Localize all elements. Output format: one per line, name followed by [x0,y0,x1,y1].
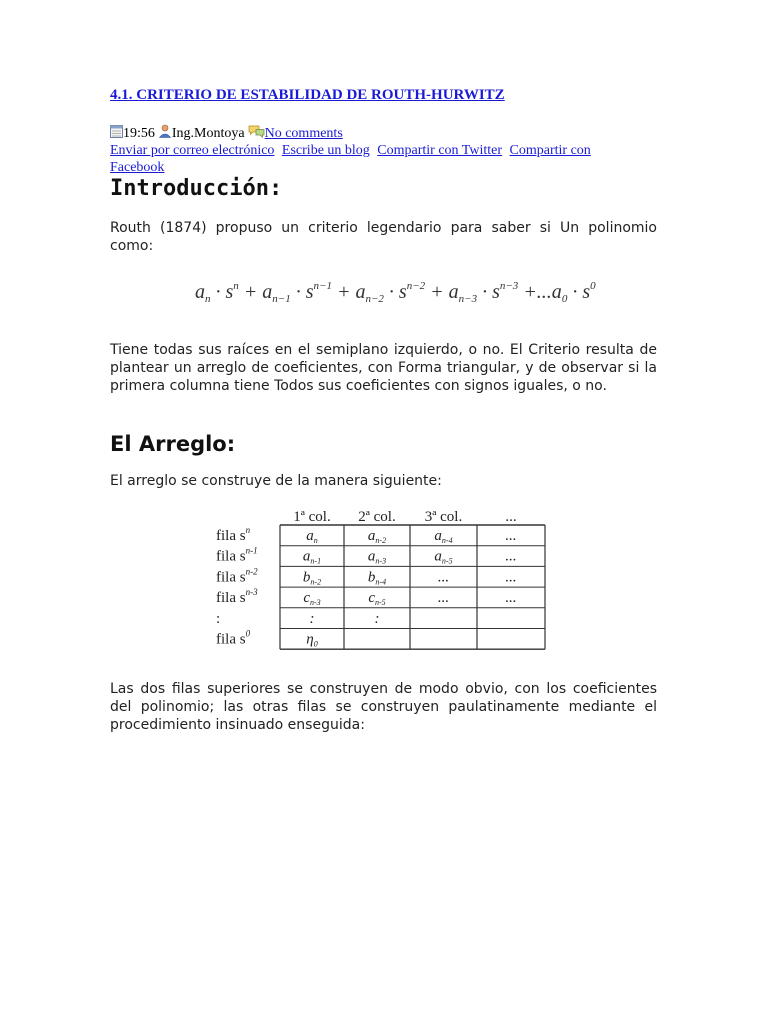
row-label: fila $s^{n-3}$ [216,587,258,607]
table-cell: $a_n$ [306,528,318,545]
routh-array-table [214,505,549,655]
table-cell: $a_{n-4}$ [434,528,453,545]
table-header: 3ª col. [424,509,463,525]
table-cell: : [309,610,315,627]
share-facebook-link[interactable]: Compartir con Facebook [110,143,591,175]
arreglo-paragraph-2: Las dos filas superiores se construyen de modo obvio, con los coeficientes del polinomio; las otras filas se construyen paulatinamente mediante el procedimiento insinuado enseguida: [110,681,657,733]
post-author: Ing.Montoya [171,125,245,141]
calendar-icon [110,125,123,143]
table-cell: ... [437,590,450,607]
table-cell: $a_{n-3}$ [367,548,387,566]
table-header: ... [505,509,517,525]
table-cell: $b_{n-2}$ [302,569,322,587]
table-cell: ... [505,548,517,565]
polynomial-formula [195,272,596,310]
table-cell: $c_{n-3}$ [303,590,321,608]
row-label: fila $s^{n-1}$ [216,545,258,565]
table-header: 1ª col. [293,509,331,525]
arreglo-paragraph-1: El arreglo se construye de la manera siguiente: [110,473,442,489]
share-links [110,142,650,176]
post-time: 19:56 [123,125,155,141]
row-label: fila $s^n$ [216,525,251,544]
arreglo-heading: El Arreglo: [110,432,236,456]
table-cell: $a_{n-5}$ [434,548,453,566]
row-label: fila $s^{n-2}$ [216,566,258,586]
table-cell: ... [505,569,517,586]
comment-icon [248,125,265,143]
post-title-link[interactable]: 4.1. CRITERIO DE ESTABILIDAD DE ROUTH-HURWITZ [110,87,505,103]
post-meta [110,124,343,143]
table-cell: $c_{n-5}$ [368,590,386,608]
intro-paragraph-1: Routh (1874) propuso un criterio legendario para saber si Un polinomio como: [110,220,657,254]
table-cell: ... [505,528,517,544]
intro-paragraph-2: Tiene todas sus raíces en el semiplano izquierdo, o no. El Criterio resulta de plantear un arreglo de coeficientes, con Forma triangular, y de observar si la primera columna tiene Todos sus coeficientes con signos iguales, o no. [110,342,657,394]
comments-link[interactable]: No comments [264,125,343,141]
share-blog-link[interactable]: Escribe un blog [281,143,370,158]
row-label: : [216,610,221,627]
table-cell: $a_{n-2}$ [367,528,387,545]
table-cell: ... [505,590,517,607]
table-cell: $a_{n-1}$ [302,548,322,566]
intro-heading: Introducción: [110,176,283,201]
share-twitter-link[interactable]: Compartir con Twitter [377,143,503,158]
table-header: 2ª col. [358,509,396,525]
table-cell: ... [437,569,450,586]
user-icon [158,124,172,143]
row-label: fila $s^0$ [216,628,251,648]
svg-text:an · sn + an−1 · sn−1 + an−2 ·: $a_n \cdot s^n + a_{n-1} \cdot s^{n-1} + a_{n-2} \cdot s^{n-2} + a_{n-3} \cdot s^{n-3} +...a_0 \cdot s^0$ [195,280,596,305]
table-cell: $b_{n-4}$ [367,569,387,587]
table-cell: : [374,610,380,627]
table-cell: $\eta_0$ [306,631,318,649]
share-email-link[interactable]: Enviar por correo electrónico [110,143,275,158]
